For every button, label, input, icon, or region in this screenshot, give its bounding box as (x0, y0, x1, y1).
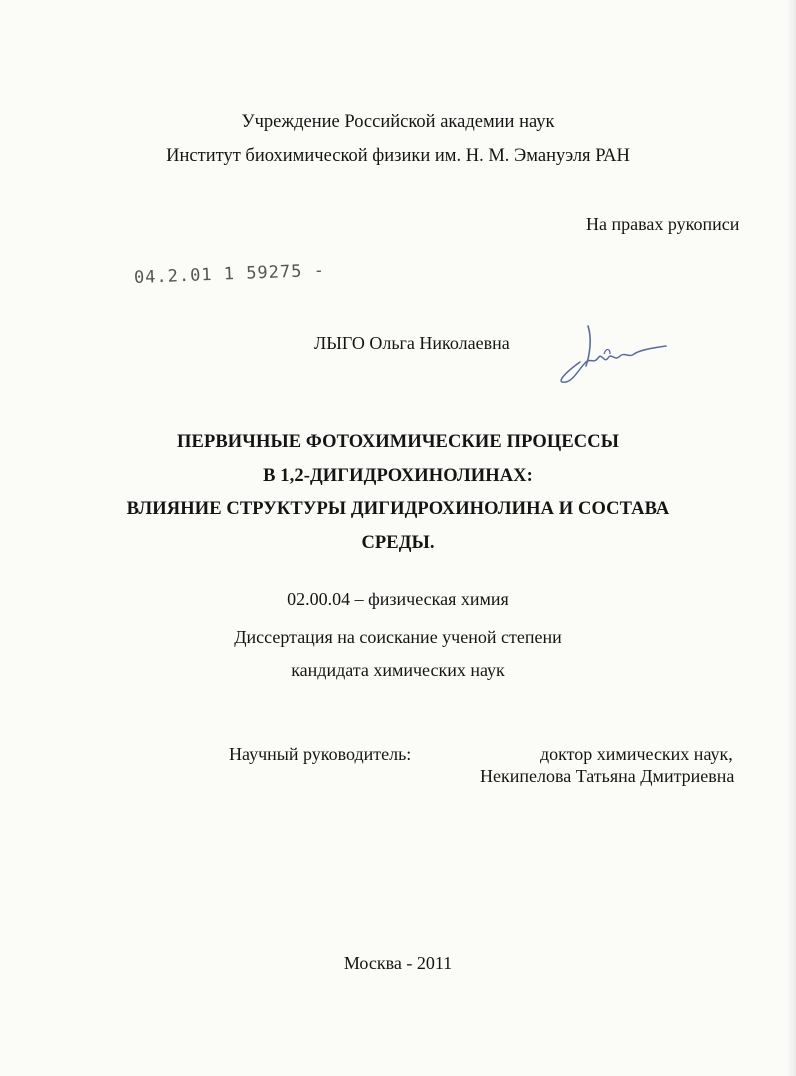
degree-line-2: кандидата химических наук (291, 660, 505, 680)
rights-note: На правах рукописи (586, 214, 740, 234)
title-line-1: ПЕРВИЧНЫЕ ФОТОХИМИЧЕСКИЕ ПРОЦЕССЫ (177, 432, 619, 452)
title-line-3: ВЛИЯНИЕ СТРУКТУРЫ ДИГИДРОХИНОЛИНА И СОСТАВА (126, 499, 670, 519)
supervisor-label: Научный руководитель: (229, 744, 412, 764)
supervisor-degree: доктор химических наук, (540, 744, 733, 764)
city-year: Москва - 2011 (343, 953, 453, 973)
title-line-2: В 1,2-ДИГИДРОХИНОЛИНАХ: (263, 466, 533, 486)
title-line-4: СРЕДЫ. (361, 533, 435, 553)
supervisor-name: Некипелова Татьяна Дмитриевна (480, 766, 735, 786)
author-signature (548, 318, 672, 388)
institution-line-1: Учреждение Российской академии наук (241, 112, 555, 132)
author-name: ЛЫГО Ольга Николаевна (314, 333, 510, 353)
registration-stamp: 04.2.01 1 59275 - (133, 260, 326, 288)
degree-line-1: Диссертация на соискание ученой степени (234, 627, 562, 647)
specialty-code: 02.00.04 – физическая химия (287, 589, 509, 609)
institution-line-2: Институт биохимической физики им. Н. М. Эмануэля РАН (166, 146, 630, 166)
